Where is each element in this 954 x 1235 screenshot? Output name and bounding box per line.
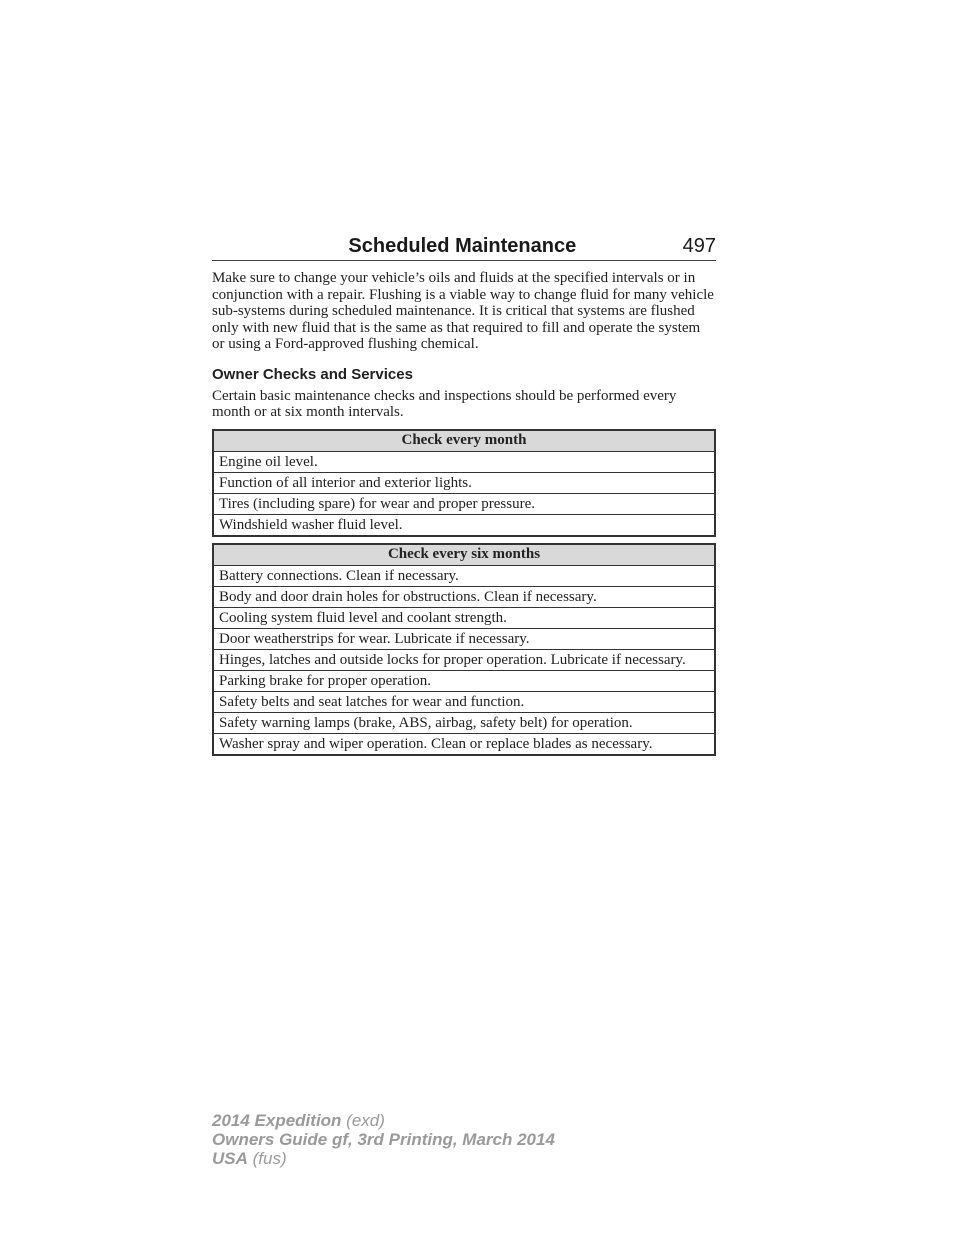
table-row <box>213 565 715 586</box>
table-row <box>213 586 715 607</box>
table-row <box>213 607 715 628</box>
table-row <box>213 493 715 514</box>
footer-line-guide <box>212 1130 555 1149</box>
table-row <box>213 628 715 649</box>
table-header-row <box>213 430 715 452</box>
section-heading: Owner Checks and Services <box>212 365 413 383</box>
table-cell: Engine oil level. <box>213 451 715 472</box>
intro-paragraph: Make sure to change your vehicle’s oils and fluids at the specified intervals or in conjunction with a repair. Flushing is a viable way to change fluid for many vehicle sub-systems during scheduled maintenance. It is critical that systems are flushed only with new fluid that is the same as that required to fill and operate the system or using a Ford-approved flushing chemical. <box>212 270 714 352</box>
table-cell: Hinges, latches and outside locks for proper operation. Lubricate if necessary. <box>213 649 715 670</box>
table-row <box>213 514 715 536</box>
page-number: 497 <box>682 235 716 257</box>
table-cell: Washer spray and wiper operation. Clean or replace blades as necessary. <box>213 733 715 755</box>
footer-guide: Owners Guide gf, 3rd Printing, March 2014 <box>212 1130 555 1149</box>
table-row <box>213 472 715 493</box>
footer-line-model <box>212 1111 555 1130</box>
page-header <box>212 228 716 261</box>
table-cell: Function of all interior and exterior lights. <box>213 472 715 493</box>
footer-region: USA <box>212 1149 248 1168</box>
monthly-checks-table <box>212 429 716 537</box>
page-title: Scheduled Maintenance <box>348 235 577 257</box>
table-cell: Safety belts and seat latches for wear and function. <box>213 691 715 712</box>
six-month-checks-table <box>212 543 716 756</box>
table-row <box>213 451 715 472</box>
table-row <box>213 712 715 733</box>
table-row <box>213 733 715 755</box>
footer-line-region <box>212 1149 555 1168</box>
section-paragraph: Certain basic maintenance checks and inspections should be performed every month or at six month intervals. <box>212 387 677 420</box>
table-header: Check every month <box>213 430 715 452</box>
table-row <box>213 691 715 712</box>
table-cell: Body and door drain holes for obstructions. Clean if necessary. <box>213 586 715 607</box>
page-content <box>212 228 716 756</box>
table-cell: Parking brake for proper operation. <box>213 670 715 691</box>
table-cell: Battery connections. Clean if necessary. <box>213 565 715 586</box>
footer-model-code: (exd) <box>346 1111 385 1130</box>
table-cell: Tires (including spare) for wear and proper pressure. <box>213 493 715 514</box>
page-footer <box>212 1111 555 1168</box>
table-row <box>213 670 715 691</box>
table-cell: Safety warning lamps (brake, ABS, airbag, safety belt) for operation. <box>213 712 715 733</box>
table-cell: Door weatherstrips for wear. Lubricate if necessary. <box>213 628 715 649</box>
footer-model: 2014 Expedition <box>212 1111 342 1130</box>
table-cell: Cooling system fluid level and coolant strength. <box>213 607 715 628</box>
table-cell: Windshield washer fluid level. <box>213 514 715 536</box>
table-row <box>213 649 715 670</box>
footer-region-code: (fus) <box>252 1149 287 1168</box>
table-header: Check every six months <box>213 544 715 566</box>
table-header-row <box>213 544 715 566</box>
